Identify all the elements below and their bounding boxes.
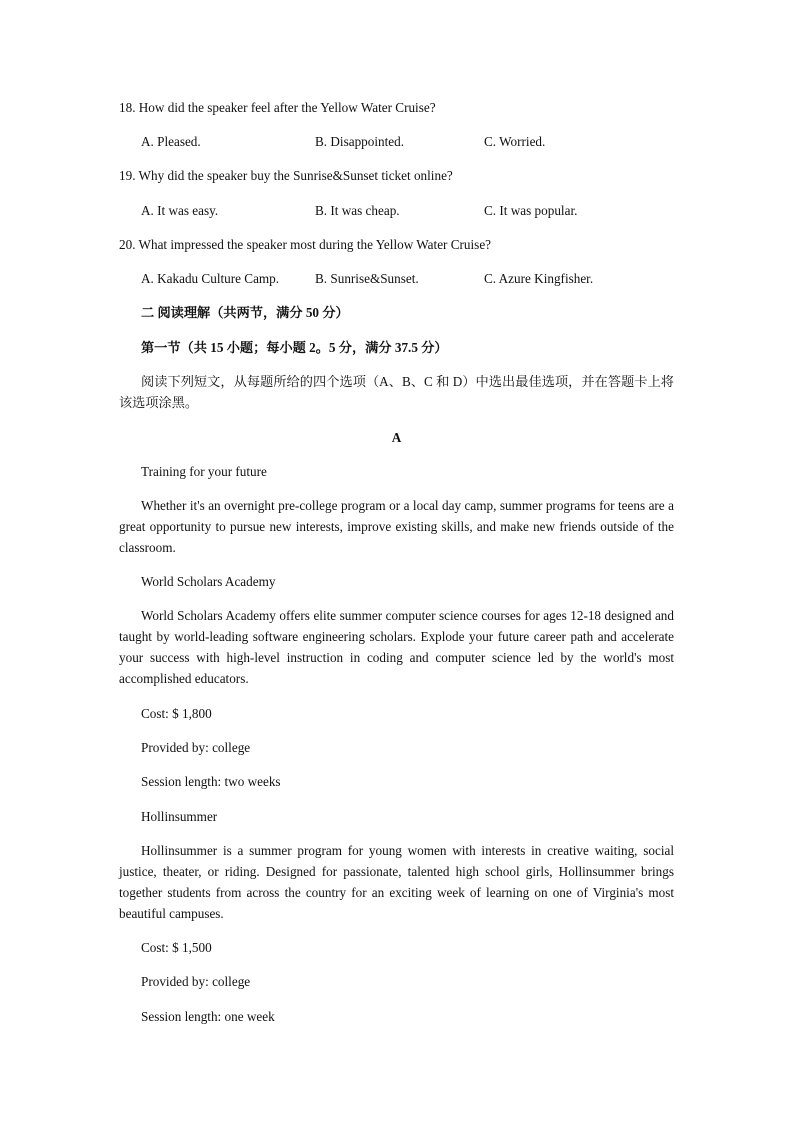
passage-intro: Whether it's an overnight pre-college program or a local day camp, summer programs for teens are a great opportunity to pursue new interests, improve existing skills, and make new friends outside of the classroom. — [119, 498, 674, 555]
program-2-session: Session length: one week — [141, 1009, 275, 1024]
program-1-cost: Cost: $ 1,800 — [141, 706, 212, 721]
program-1-session: Session length: two weeks — [141, 774, 281, 789]
program-1-name: World Scholars Academy — [141, 574, 276, 589]
question-20-option-b: B. Sunrise&Sunset. — [315, 271, 419, 286]
question-19-option-a: A. It was easy. — [141, 203, 219, 218]
program-2-cost: Cost: $ 1,500 — [141, 940, 212, 955]
question-20-stem: 20. What impressed the speaker most during the Yellow Water Cruise? — [119, 237, 492, 252]
program-1-description: World Scholars Academy offers elite summer computer science courses for ages 12-18 designed and taught by world-leading software engineering scholars. Explode your future career path and accelerate your success with high-level instruction in coding and computer science led by the world's most accomplished educators. — [119, 608, 674, 686]
program-2-description: Hollinsummer is a summer program for young women with interests in creative waiting, social justice, theater, or riding. Designed for passionate, talented high school girls, Hollinsummer brings together students from across the country for an exciting week of learning on one of Virginia's most beautiful campuses. — [119, 843, 674, 921]
program-2-provider: Provided by: college — [141, 974, 251, 989]
question-19-stem: 19. Why did the speaker buy the Sunrise&Sunset ticket online? — [119, 168, 453, 183]
question-18-option-b: B. Disappointed. — [315, 134, 405, 149]
program-1-provider: Provided by: college — [141, 740, 251, 755]
question-19-option-b: B. It was cheap. — [315, 203, 400, 218]
question-18-option-a: A. Pleased. — [141, 134, 201, 149]
question-20-option-a: A. Kakadu Culture Camp. — [141, 271, 280, 286]
section-heading: 二 阅读理解（共两节，满分 50 分） — [141, 305, 349, 320]
part-heading: 第一节（共 15 小题；每小题 2。5 分，满分 37.5 分） — [141, 340, 448, 355]
section-instruction: 阅读下列短文，从每题所给的四个选项（A、B、C 和 D）中选出最佳选项，并在答题卡上将该选项涂黑。 — [119, 374, 674, 410]
passage-letter: A — [391, 430, 402, 445]
question-18-option-c: C. Worried. — [484, 134, 546, 149]
question-19-option-c: C. It was popular. — [484, 203, 578, 218]
question-20-option-c: C. Azure Kingfisher. — [484, 271, 594, 286]
question-18-stem: 18. How did the speaker feel after the Yellow Water Cruise? — [119, 100, 436, 115]
program-2-name: Hollinsummer — [141, 809, 218, 824]
passage-title: Training for your future — [141, 464, 267, 479]
